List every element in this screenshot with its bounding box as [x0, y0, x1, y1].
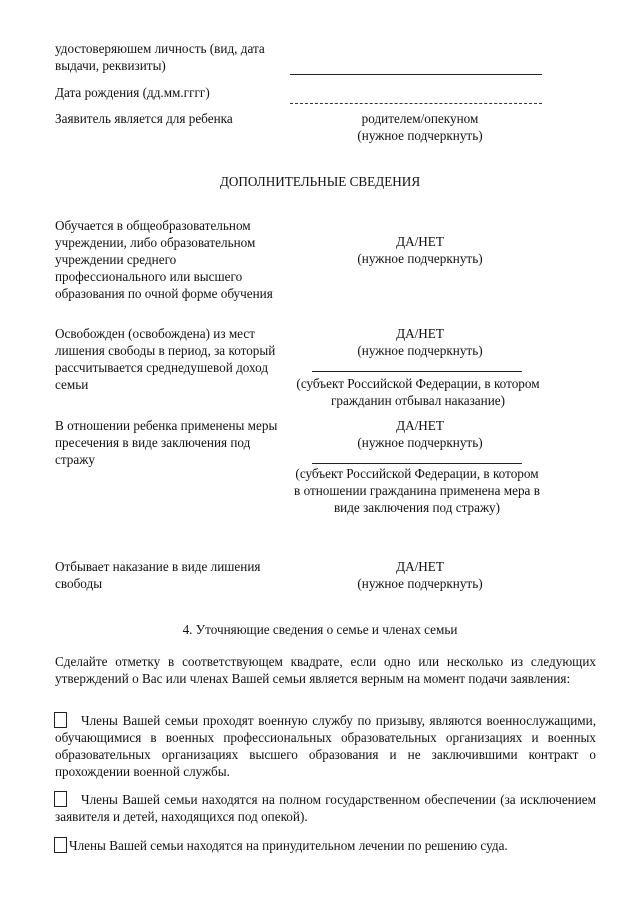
row-released-region-field-line[interactable] [312, 371, 522, 372]
row-custody-hint: (нужное подчеркнуть) [357, 435, 483, 450]
row-released-hint: (нужное подчеркнуть) [357, 343, 483, 358]
item-compulsory-treatment-text: Члены Вашей семьи находятся на принудительном лечении по решению суда. [69, 838, 508, 853]
row-custody-answer[interactable]: ДА/НЕТ [396, 418, 444, 433]
item-state-support-text: Члены Вашей семьи находятся на полном государственном обеспечении (за исключением заявителя и детей, находящихся под опекой). [55, 792, 596, 824]
applicant-role-value[interactable]: родителем/опекуном [361, 111, 479, 126]
applicant-role-label: Заявитель является для ребенка [55, 111, 233, 126]
item-military-service-text: Члены Вашей семьи проходят военную службу по призыву, являются военнослужащими, обучающимися в военных профессиональных образовательных организациях и военных образовательных организациях высшего образования и не заключившими контракт о прохождении военной службы. [55, 713, 596, 779]
id-document-label: удостоверяюшем личность (вид, дата выдачи, реквизиты) [55, 41, 265, 73]
section4-title: 4. Уточняющие сведения о семье и членах семьи [182, 622, 458, 637]
row-custody-label: В отношении ребенка применены меры пресечения в виде заключения под стражу [55, 418, 278, 467]
row-custody-region-caption: (субъект Российской Федерации, в котором в отношении гражданина применена мера в виде заключения под стражу) [294, 466, 540, 515]
section4-intro: Сделайте отметку в соответствующем квадрате, если одно или несколько из следующих утверждений о Вас или членах Вашей семьи является верным на момент подачи заявления: [55, 654, 596, 686]
row-custody-region-field-line[interactable] [312, 463, 522, 464]
row-serving-label: Отбывает наказание в виде лишения свободы [55, 559, 261, 591]
birth-date-field-line[interactable] [290, 103, 542, 104]
row-released-label: Освобожден (освобождена) из мест лишения свободы в период, за который рассчитывается среднедушевой доход семьи [55, 326, 276, 392]
birth-date-label: Дата рождения (дд.мм.гггг) [55, 85, 210, 100]
applicant-role-hint: (нужное подчеркнуть) [357, 128, 483, 143]
row-released-region-caption: (субъект Российской Федерации, в котором гражданин отбывал наказание) [296, 376, 540, 408]
row-studying-label: Обучается в общеобразовательном учреждении, либо образовательном учреждении среднего профессионального или высшего образования по очной форме обучения [55, 218, 273, 301]
row-serving-answer[interactable]: ДА/НЕТ [396, 559, 444, 574]
section-title-additional: ДОПОЛНИТЕЛЬНЫЕ СВЕДЕНИЯ [219, 174, 421, 189]
id-document-field-line[interactable] [290, 74, 542, 75]
row-released-answer[interactable]: ДА/НЕТ [396, 326, 444, 341]
row-serving-hint: (нужное подчеркнуть) [357, 576, 483, 591]
row-studying-answer[interactable]: ДА/НЕТ [396, 234, 444, 249]
row-studying-hint: (нужное подчеркнуть) [357, 251, 483, 266]
